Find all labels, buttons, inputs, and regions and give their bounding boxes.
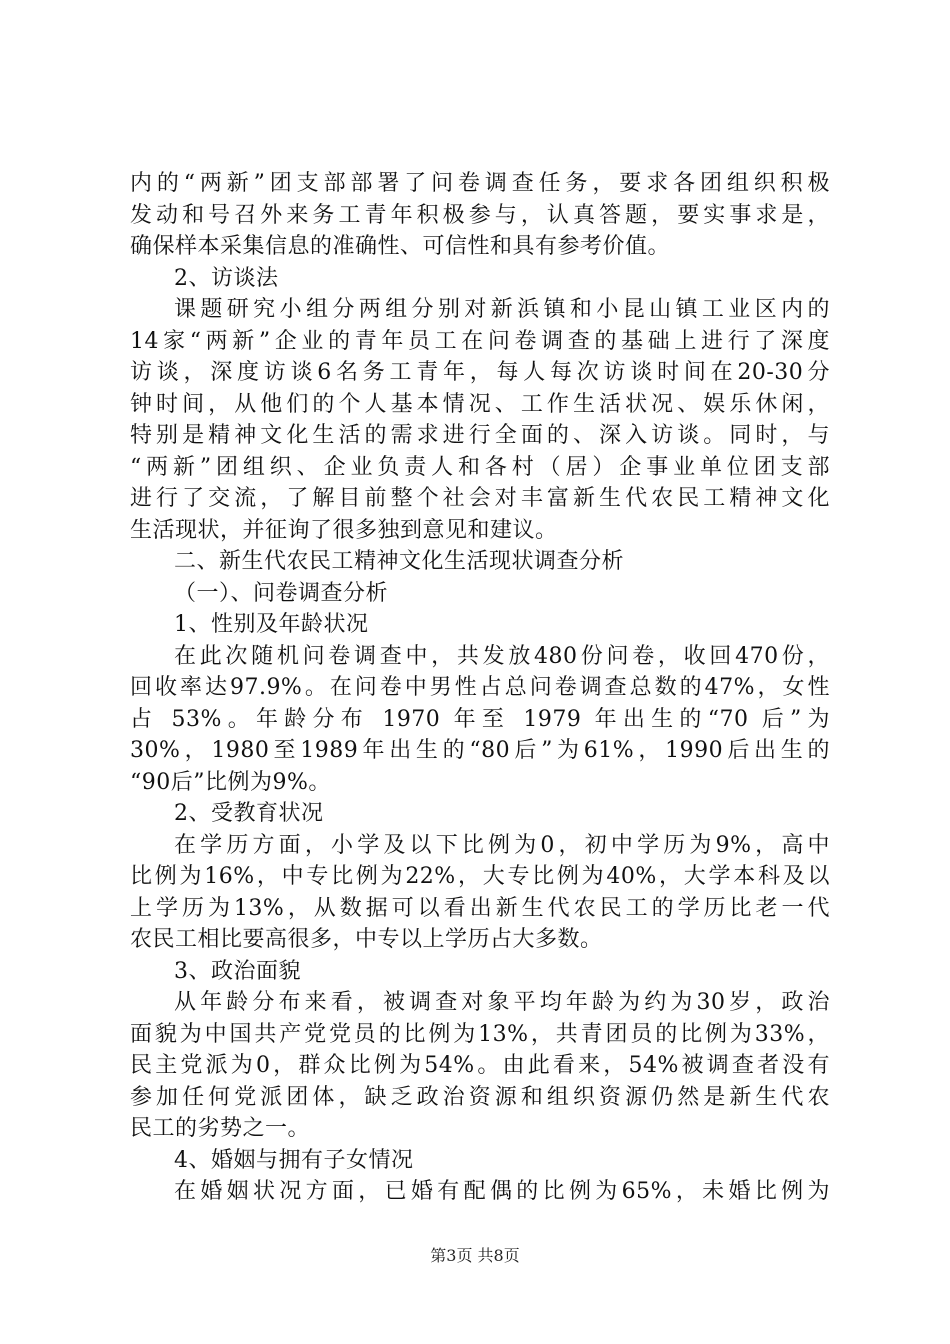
text-line: 农民工相比要高很多，中专以上学历占大多数。 [130,927,603,952]
text-line: 生活现状，并征询了很多独到意见和建议。 [130,517,558,543]
text-line: 14家“两新”企业的青年员工在问卷调查的基础上进行了深度 [130,328,830,354]
text-line: 特别是精神文化生活的需求进行全面的、深入访谈。同时，与 [130,423,830,448]
text-line: 二、新生代农民工精神文化生活现状调查分析 [174,549,625,574]
text-line: 民工的劣势之一。 [130,1116,311,1141]
text-line: 课题研究小组分两组分别对新浜镇和小昆山镇工业区内的 [174,297,830,322]
page-footer: 第3页 共8页 [430,1246,520,1265]
text-line: 4、婚姻与拥有子女情况 [174,1147,414,1173]
text-line: 30%，1980至1989年出生的“80后”为61%，1990后出生的 [130,738,830,763]
text-line: 3、政治面貌 [174,958,301,984]
text-line: 在此次随机问卷调查中，共发放480份问卷，收回470份， [174,643,830,669]
text-line: 钟时间，从他们的个人基本情况、工作生活状况、娱乐休闲， [130,391,830,417]
text-line: 在婚姻状况方面，已婚有配偶的比例为65%，未婚比例为 [174,1179,830,1204]
text-line: 确保样本采集信息的准确性、可信性和具有参考价值。 [130,234,671,259]
text-line: 参加任何党派团体，缺乏政治资源和组织资源仍然是新生代农 [130,1084,830,1110]
text-line: “90后”比例为9%。 [130,769,331,795]
text-line: （一）、问卷调查分析 [174,580,389,606]
text-line: 面貌为中国共产党党员的比例为13%，共青团员的比例为33%， [130,1021,830,1047]
text-line: “两新”团组织、企业负责人和各村（居）企事业单位团支部 [130,454,830,480]
text-line: 回收率达97.9%。在问卷中男性占总问卷调查总数的47%，女性 [130,675,830,700]
text-line: 内的“两新”团支部部署了问卷调查任务，要求各团组织积极 [130,171,830,196]
text-line: 发动和号召外来务工青年积极参与，认真答题，要实事求是， [130,202,830,228]
text-line: 民主党派为0，群众比例为54%。由此看来，54%被调查者没有 [130,1053,830,1078]
text-line: 从年龄分布来看，被调查对象平均年龄为约为30岁，政治 [174,990,830,1015]
text-line: 上学历为13%，从数据可以看出新生代农民工的学历比老一代 [130,895,830,921]
document-body [130,168,830,1208]
text-line: 2、受教育状况 [174,801,324,826]
text-line: 比例为16%，中专比例为22%，大专比例为40%，大学本科及以 [130,864,830,889]
text-line: 在学历方面，小学及以下比例为0，初中学历为9%，高中 [174,832,830,858]
text-line: 进行了交流，了解目前整个社会对丰富新生代农民工精神文化 [130,486,830,511]
text-line: 占 53%。年龄分布 1970 年至 1979 年出生的“70 后”为 [130,706,830,732]
text-line: 访谈，深度访谈6名务工青年，每人每次访谈时间在20-30分 [130,360,830,385]
text-line: 1、性别及年龄状况 [174,612,369,637]
text-line: 2、访谈法 [174,265,279,291]
